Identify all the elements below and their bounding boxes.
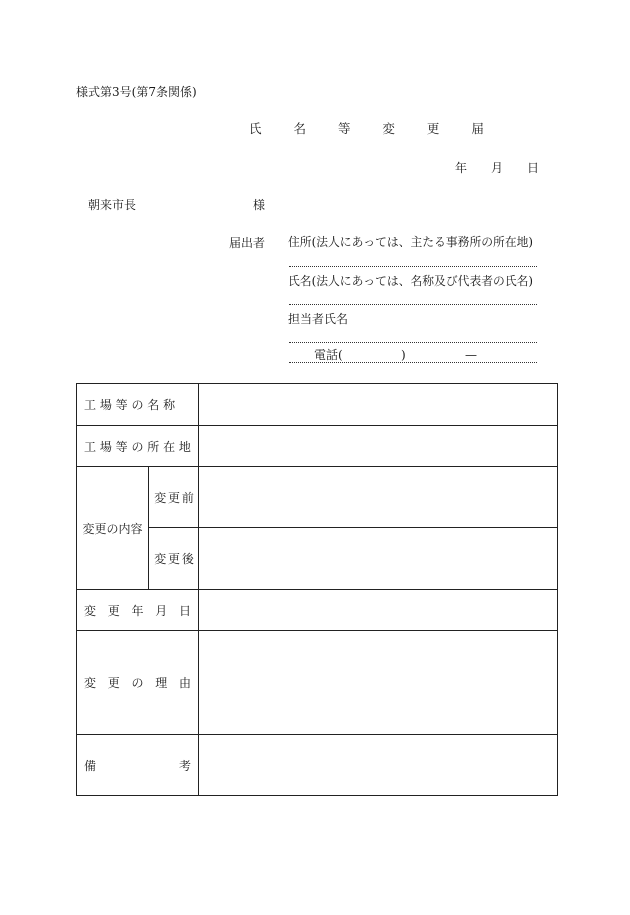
date-day-label: 日 [527,161,540,175]
contact-fill-line[interactable] [289,342,537,343]
factory-location-label: 工 場 等 の 所 在 地 [77,426,199,467]
table-row-change-after [77,528,558,590]
table-row-change-date [77,590,558,631]
notifier-name-label: 氏名(法人にあっては、名称及び代表者の氏名) [288,274,534,288]
phone-fill-line[interactable] [289,362,537,363]
phone-label: 電話( [314,348,343,362]
before-field[interactable] [199,467,558,528]
document-title: 氏 名 等 変 更 届 [249,121,498,136]
after-field[interactable] [199,528,558,590]
contact-person-label: 担当者氏名 [288,312,349,326]
table-row-change-reason [77,631,558,735]
before-label: 変 更 前 [149,467,199,528]
change-content-label: 変更の内容 [77,467,149,590]
factory-name-field[interactable] [199,384,558,426]
remarks-label: 備 考 [77,735,199,796]
date-month-label: 月 [491,161,504,175]
phone-dash: — [465,348,477,362]
change-reason-field[interactable] [199,631,558,735]
notifier-label: 届出者 [229,236,266,250]
addressee-name: 朝来市長 [88,198,137,212]
change-reason-label: 変 更 の 理 由 [77,631,199,735]
address-fill-line[interactable] [289,266,537,267]
factory-name-label: 工 場 等 の 名 称 [77,384,199,426]
date-year-label: 年 [455,161,468,175]
table-row-factory-location [77,426,558,467]
factory-location-field[interactable] [199,426,558,467]
name-fill-line[interactable] [289,304,537,305]
phone-close-paren: ) [401,348,406,362]
notifier-address-label: 住所(法人にあっては、主たる事務所の所在地) [288,235,534,249]
table-row-change-before [77,467,558,528]
after-label: 変 更 後 [149,528,199,590]
remarks-field[interactable] [199,735,558,796]
change-details-table [76,383,558,796]
form-number: 様式第3号(第7条関係) [76,85,197,99]
change-date-label: 変 更 年 月 日 [77,590,199,631]
addressee-honorific: 様 [253,198,266,212]
table-row-remarks [77,735,558,796]
table-row-factory-name [77,384,558,426]
change-date-field[interactable] [199,590,558,631]
